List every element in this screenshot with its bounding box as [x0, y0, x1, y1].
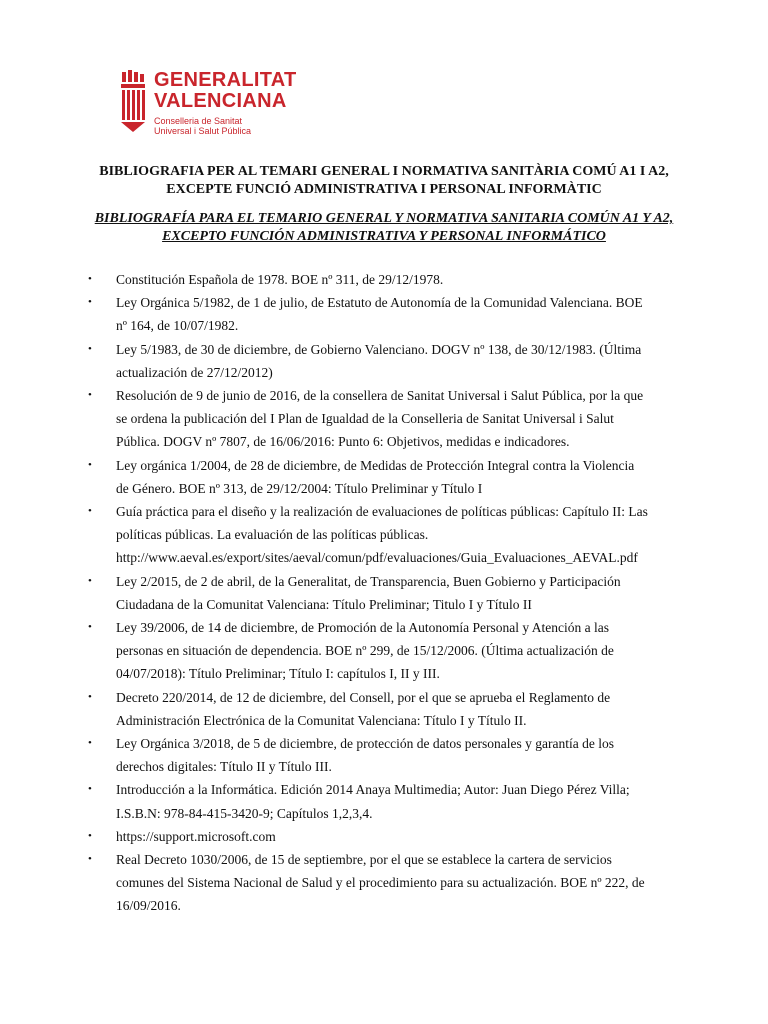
bullet-icon: • — [88, 621, 92, 634]
bibliography-item — [88, 454, 700, 500]
bibliography-item — [88, 338, 700, 384]
title-catalan-line-2: EXCEPTE FUNCIÓ ADMINISTRATIVA I PERSONAL INFORMÀTIC — [166, 182, 602, 197]
bibliography-item-line: Ley 5/1983, de 30 de diciembre, de Gobierno Valenciano. DOGV nº 138, de 30/12/1983. (Última — [116, 341, 642, 357]
bibliography-item — [88, 686, 700, 732]
bibliography-item-line: Pública. DOGV nº 7807, de 16/06/2016: Punto 6: Objetivos, medidas e indicadores. — [116, 434, 570, 450]
bullet-icon: • — [88, 690, 92, 703]
bibliography-item — [88, 291, 700, 337]
bibliography-item-line: Ley 39/2006, de 14 de diciembre, de Promoción de la Autonomía Personal y Atención a las — [116, 620, 610, 636]
bullet-icon: • — [88, 342, 92, 355]
bibliography-item-line: Administración Electrónica de la Comunitat Valenciana: Título I y Título II. — [116, 712, 527, 728]
bibliography-item-line: Decreto 220/2014, de 12 de diciembre, del Consell, por el que se aprueba el Reglamento de — [116, 689, 611, 705]
title-spanish — [60, 210, 708, 246]
bibliography-item-line: actualización de 27/12/2012) — [116, 364, 273, 380]
bullet-icon: • — [88, 273, 92, 285]
logo-sub-salut: Universal i Salut Pública — [154, 126, 252, 136]
logo-sub-conselleria: Conselleria de Sanitat — [154, 116, 243, 126]
bibliography-item — [88, 825, 700, 848]
bibliography-item-line: Resolución de 9 de junio de 2016, de la consellera de Sanitat Universal i Salut Pública, por la que — [116, 388, 644, 404]
bibliography-item-line: Ley orgánica 1/2004, de 28 de diciembre, de Medidas de Protección Integral contra la Violencia — [116, 457, 635, 473]
generalitat-emblem-icon — [118, 70, 148, 134]
bibliography-item — [88, 570, 700, 616]
bibliography-item-line: Real Decreto 1030/2006, de 15 de septiembre, por el que se establece la cartera de servicios — [116, 852, 612, 868]
bibliography-item-line: nº 164, de 10/07/1982. — [116, 318, 239, 334]
bibliography-item-line: I.S.B.N: 978-84-415-3420-9; Capítulos 1,2,3,4. — [116, 805, 373, 821]
bibliography-item-line[interactable]: https://support.microsoft.com — [116, 828, 276, 844]
bullet-icon: • — [88, 829, 92, 842]
bibliography-item — [88, 268, 700, 291]
bibliography-item — [88, 778, 700, 824]
bibliography-item-line: Ley 2/2015, de 2 de abril, de la Generalitat, de Transparencia, Buen Gobierno y Participación — [116, 573, 621, 589]
bullet-icon: • — [88, 389, 92, 402]
bullet-icon: • — [88, 458, 92, 471]
bibliography-item-line: Guía práctica para el diseño y la realización de evaluaciones de políticas públicas: Capítulo II: Las — [116, 504, 648, 520]
bibliography-item-line: Ciudadana de la Comunitat Valenciana: Título Preliminar; Titulo I y Título II — [116, 596, 532, 612]
bibliography-item — [88, 616, 700, 686]
title-catalan — [60, 163, 708, 199]
logo-line-generalitat: GENERALITAT — [154, 69, 297, 91]
title-spanish-line-1: BIBLIOGRAFÍA PARA EL TEMARIO GENERAL Y NORMATIVA SANITARIA COMÚN A1 Y A2, — [94, 211, 674, 226]
bibliography-list — [88, 268, 700, 918]
bibliography-item-line: Ley Orgánica 5/1982, de 1 de julio, de Estatuto de Autonomía de la Comunidad Valenciana. BOE — [116, 295, 643, 311]
bibliography-item-line: se ordena la publicación del I Plan de Igualdad de la Conselleria de Sanitat Universal i Salut — [116, 411, 614, 427]
bullet-icon: • — [88, 505, 92, 518]
bibliography-item — [88, 384, 700, 454]
bibliography-item — [88, 848, 700, 918]
bullet-icon: • — [88, 737, 92, 750]
bibliography-item-line: políticas públicas. La evaluación de las políticas públicas. — [116, 527, 429, 543]
bibliography-item-line: personas en situación de dependencia. BOE nº 299, de 15/12/2006. (Última actualización de — [116, 643, 614, 659]
bibliography-item-line: comunes del Sistema Nacional de Salud y el procedimiento para su actualización. BOE nº 222, de — [116, 875, 645, 891]
bibliography-item-line: derechos digitales: Título II y Título III. — [116, 759, 332, 775]
bibliography-item-line: Constitución Española de 1978. BOE nº 311, de 29/12/1978. — [116, 272, 444, 287]
generalitat-logo — [118, 70, 297, 136]
title-catalan-line-1: BIBLIOGRAFIA PER AL TEMARI GENERAL I NORMATIVA SANITÀRIA COMÚ A1 I A2, — [99, 164, 669, 179]
bullet-icon: • — [88, 296, 92, 309]
bullet-icon: • — [88, 783, 92, 796]
bibliography-item-line: Introducción a la Informática. Edición 2014 Anaya Multimedia; Autor: Juan Diego Pérez Villa; — [116, 782, 630, 798]
bibliography-item-line: 04/07/2018): Título Preliminar; Título I: capítulos I, II y III. — [116, 666, 440, 682]
logo-line-valenciana: VALENCIANA — [154, 90, 287, 112]
title-spanish-line-2: EXCEPTO FUNCIÓN ADMINISTRATIVA Y PERSONAL INFORMÁTICO — [162, 229, 606, 244]
bibliography-item — [88, 732, 700, 778]
bibliography-item-line: Ley Orgánica 3/2018, de 5 de diciembre, de protección de datos personales y garantía de los — [116, 736, 614, 752]
bibliography-item-line: de Género. BOE nº 313, de 29/12/2004: Título Preliminar y Título I — [116, 480, 483, 496]
bullet-icon: • — [88, 853, 92, 866]
bibliography-item-line: 16/09/2016. — [116, 898, 181, 914]
bibliography-item-line[interactable]: http://www.aeval.es/export/sites/aeval/comun/pdf/evaluaciones/Guia_Evaluaciones_AEVAL.pdf — [116, 550, 638, 566]
bullet-icon: • — [88, 574, 92, 587]
bibliography-item — [88, 500, 700, 570]
